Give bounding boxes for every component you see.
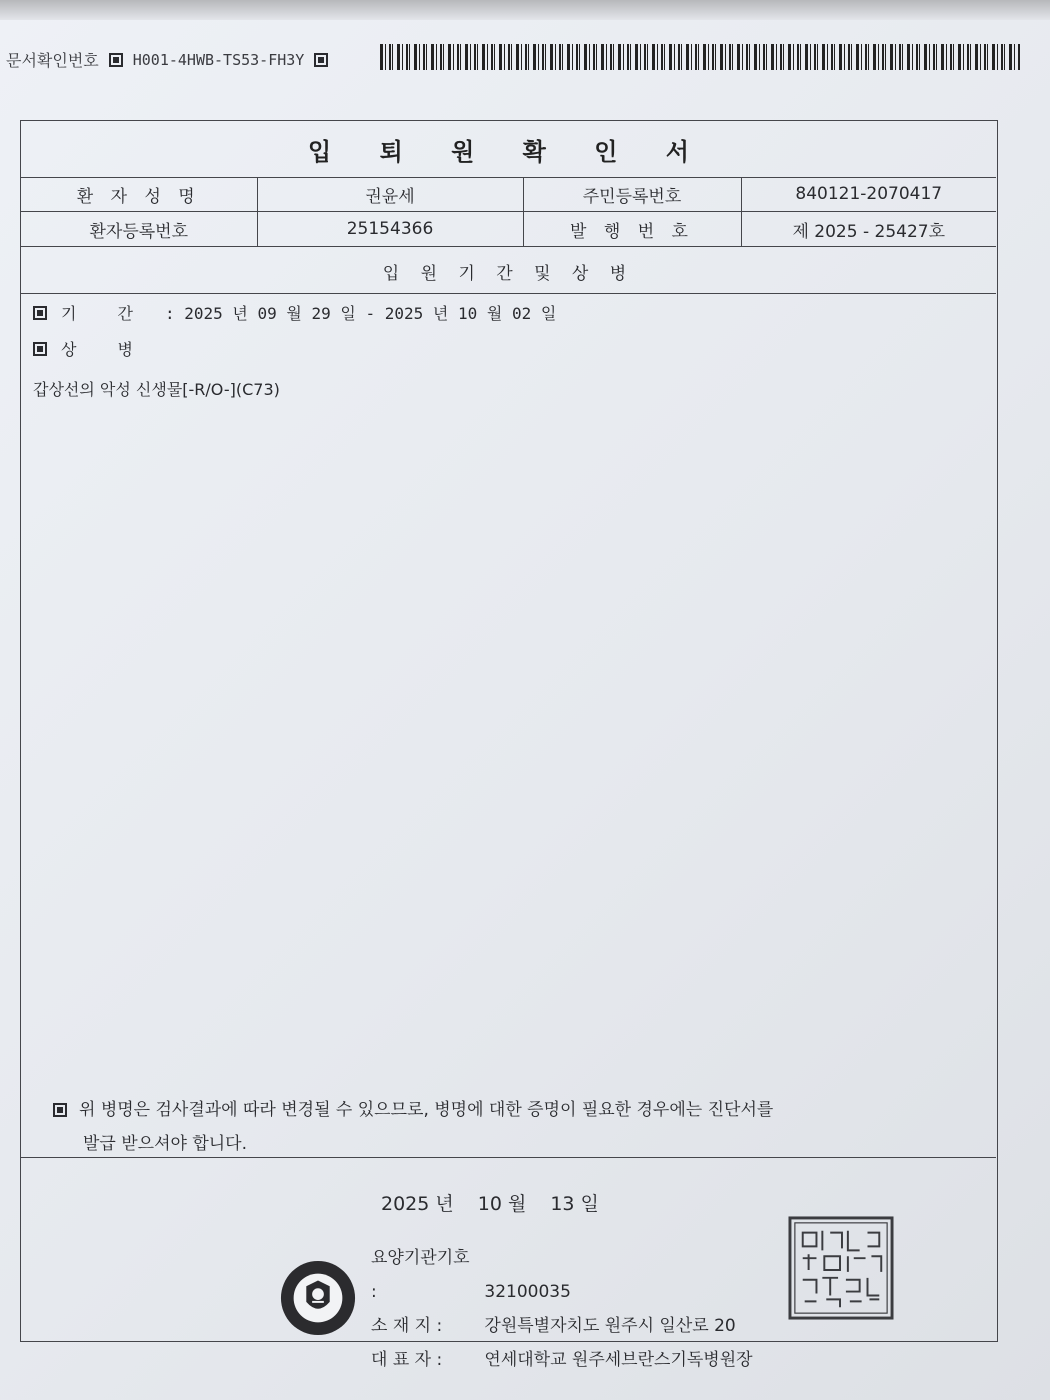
issue-date bbox=[381, 1189, 599, 1216]
issue-month: 10 월 bbox=[477, 1193, 527, 1215]
patient-info-table bbox=[21, 177, 996, 247]
period-value: : 2025 년 09 월 29 일 - 2025 년 10 월 02 일 bbox=[165, 304, 557, 323]
university-seal-logo-icon bbox=[279, 1259, 357, 1337]
table-row bbox=[21, 212, 996, 247]
document-id-row bbox=[6, 48, 328, 71]
note-line-1: 위 병명은 검사결과에 따라 변경될 수 있으므로, 병명에 대한 증명이 필요한 경우에는 진단서를 bbox=[79, 1100, 774, 1120]
provider-code: 32100035 bbox=[484, 1282, 571, 1302]
square-bullet-icon bbox=[33, 342, 47, 356]
address-label: 소 재 지 : bbox=[371, 1316, 443, 1336]
patient-name: 권윤세 bbox=[257, 177, 523, 212]
page-shadow bbox=[0, 0, 1050, 20]
document-title: 입 퇴 원 확 인 서 bbox=[21, 121, 996, 178]
issue-day: 13 일 bbox=[550, 1193, 599, 1215]
diagnosis-header bbox=[33, 337, 151, 360]
square-bullet-icon bbox=[33, 306, 47, 320]
representative-label: 대 표 자 : bbox=[371, 1350, 443, 1370]
disclaimer-note bbox=[53, 1093, 953, 1161]
section-title: 입 원 기 간 및 상 병 bbox=[21, 249, 996, 294]
provider-code-label: 요양기관기호 : bbox=[371, 1248, 470, 1302]
note-line-2: 발급 받으셔야 합니다. bbox=[83, 1134, 248, 1154]
certificate-frame bbox=[20, 120, 998, 1370]
doc-id-code: H001-4HWB-TS53-FH3Y bbox=[132, 50, 305, 69]
issue-year: 2025 년 bbox=[381, 1193, 454, 1215]
square-bullet-icon bbox=[109, 53, 123, 67]
issuer-block bbox=[371, 1241, 753, 1377]
diagnosis-text: 갑상선의 악성 신생물[-R/O-](C73) bbox=[33, 380, 280, 399]
square-bullet-icon bbox=[53, 1103, 67, 1117]
resident-no-label: 주민등록번호 bbox=[523, 177, 741, 212]
resident-no: 840121-2070417 bbox=[741, 177, 996, 212]
square-bullet-icon bbox=[314, 53, 328, 67]
divider bbox=[21, 1157, 996, 1158]
issue-no-label: 발 행 번 호 bbox=[523, 212, 741, 247]
period-label: 기 간 bbox=[61, 304, 151, 323]
diagnosis-label: 상 병 bbox=[61, 340, 151, 359]
official-stamp-icon bbox=[787, 1215, 895, 1321]
patient-reg-label: 환자등록번호 bbox=[21, 212, 257, 247]
patient-name-label: 환 자 성 명 bbox=[21, 177, 257, 212]
address: 강원특별자치도 원주시 일산로 20 bbox=[484, 1316, 736, 1336]
representative: 연세대학교 원주세브란스기독병원장 bbox=[484, 1350, 753, 1370]
doc-id-label: 문서확인번호 bbox=[6, 51, 99, 70]
barcode bbox=[380, 44, 1020, 70]
patient-reg-no: 25154366 bbox=[257, 212, 523, 247]
table-row bbox=[21, 177, 996, 212]
issue-no: 제 2025 - 25427호 bbox=[741, 212, 996, 247]
period-row bbox=[33, 301, 556, 324]
